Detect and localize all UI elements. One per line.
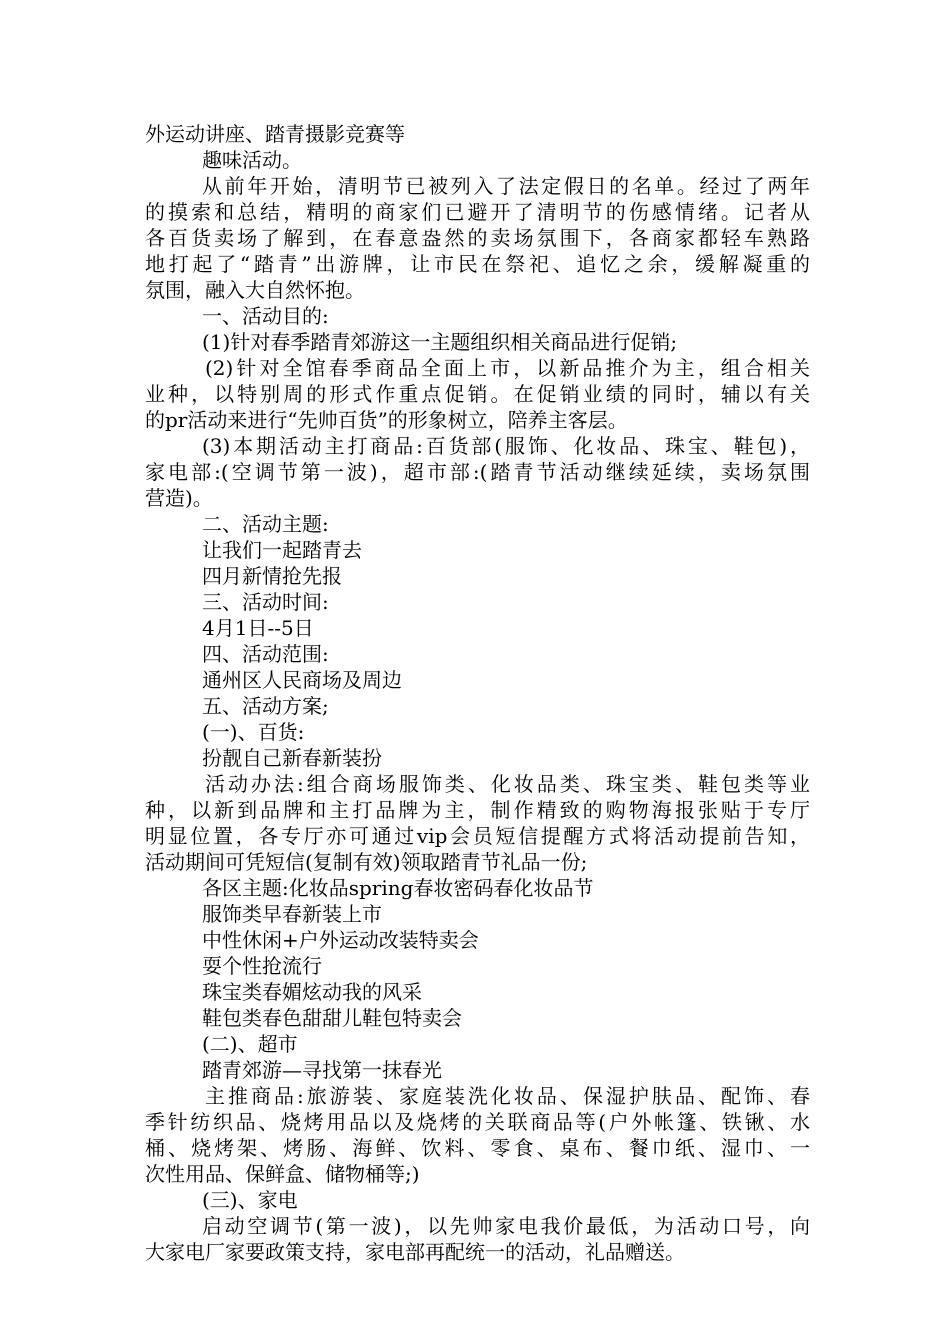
text-line: 趣味活动。 xyxy=(202,148,302,172)
text-line: 大家电厂家要政策支持，家电部再配统一的活动，礼品赠送。 xyxy=(145,1240,685,1264)
section-heading: 二、活动主题: xyxy=(202,512,329,536)
text-line: 桶、烧烤架、烤肠、海鲜、饮料、零食、桌布、餐巾纸、湿巾、一 xyxy=(145,1136,810,1160)
text-line: 中性休闲+户外运动改装特卖会 xyxy=(202,928,479,952)
paragraph-start-line: 从前年开始，清明节已被列入了法定假日的名单。经过了两年 xyxy=(202,174,810,198)
document-body xyxy=(145,121,810,1265)
text-line: 各百货卖场了解到，在春意盎然的卖场氛围下，各商家都轻车熟路 xyxy=(145,226,810,250)
text-line: 鞋包类春色甜甜儿鞋包特卖会 xyxy=(202,1006,462,1030)
text-line: 通州区人民商场及周边 xyxy=(202,668,402,692)
subsection-heading: (一)、百货: xyxy=(202,720,305,744)
text-line: 扮靓自己新春新装扮 xyxy=(202,746,382,770)
text-line: 营造)。 xyxy=(145,486,213,510)
paragraph-start-line: 启动空调节(第一波)，以先帅家电我价最低，为活动口号，向 xyxy=(202,1214,810,1238)
text-line: 季针纺织品、烧烤用品以及烧烤的关联商品等(户外帐篷、铁锹、水 xyxy=(145,1110,810,1134)
paragraph-start-line: 主推商品:旅游装、家庭装洗化妆品、保湿护肤品、配饰、春 xyxy=(205,1084,810,1108)
list-item: (3)本期活动主打商品:百货部(服饰、化妆品、珠宝、鞋包)， xyxy=(202,434,810,458)
subsection-heading: (二)、超市 xyxy=(202,1032,298,1056)
text-line: 地打起了“踏青”出游牌，让市民在祭祀、追忆之余，缓解凝重的 xyxy=(145,252,810,276)
list-item: (2)针对全馆春季商品全面上市，以新品推介为主，组合相关 xyxy=(205,356,810,380)
text-line: 踏青郊游—寻找第一抹春光 xyxy=(202,1058,442,1082)
text-line: 耍个性抢流行 xyxy=(202,954,322,978)
text-line: 活动期间可凭短信(复制有效)领取踏青节礼品一份; xyxy=(145,850,588,874)
text-line: 珠宝类春媚炫动我的风采 xyxy=(202,980,422,1004)
text-line: 业种，以特别周的形式作重点促销。在促销业绩的同时，辅以有关 xyxy=(145,382,810,406)
text-line: 四月新情抢先报 xyxy=(202,564,342,588)
paragraph-start-line: 活动办法:组合商场服饰类、化妆品类、珠宝类、鞋包类等业 xyxy=(205,772,810,796)
section-heading: 一、活动目的: xyxy=(202,304,329,328)
text-line: 家电部:(空调节第一波)，超市部:(踏青节活动继续延续，卖场氛围 xyxy=(145,460,810,484)
text-line: 服饰类早春新装上市 xyxy=(202,902,382,926)
text-line: 明显位置，各专厅亦可通过vip会员短信提醒方式将活动提前告知， xyxy=(145,824,810,848)
text-line: 让我们一起踏青去 xyxy=(202,538,362,562)
text-line: 各区主题:化妆品spring春妆密码春化妆品节 xyxy=(202,876,594,900)
text-line: 种，以新到品牌和主打品牌为主，制作精致的购物海报张贴于专厅 xyxy=(145,798,810,822)
text-line: 氛围，融入大自然怀抱。 xyxy=(145,278,365,302)
section-heading: 三、活动时间: xyxy=(202,590,329,614)
section-heading: 五、活动方案; xyxy=(202,694,329,718)
text-line: 的摸索和总结，精明的商家们已避开了清明节的伤感情绪。记者从 xyxy=(145,200,810,224)
text-line: 次性用品、保鲜盒、储物桶等;) xyxy=(145,1162,420,1186)
text-line: 4月1日--5日 xyxy=(202,616,314,640)
subsection-heading: (三)、家电 xyxy=(202,1188,298,1212)
list-item: (1)针对春季踏青郊游这一主题组织相关商品进行促销; xyxy=(202,330,678,354)
text-line: 的pr活动来进行“先帅百货”的形象树立，陪养主客层。 xyxy=(145,408,628,432)
text-line: 外运动讲座、踏青摄影竞赛等 xyxy=(145,122,405,146)
section-heading: 四、活动范围: xyxy=(202,642,329,666)
